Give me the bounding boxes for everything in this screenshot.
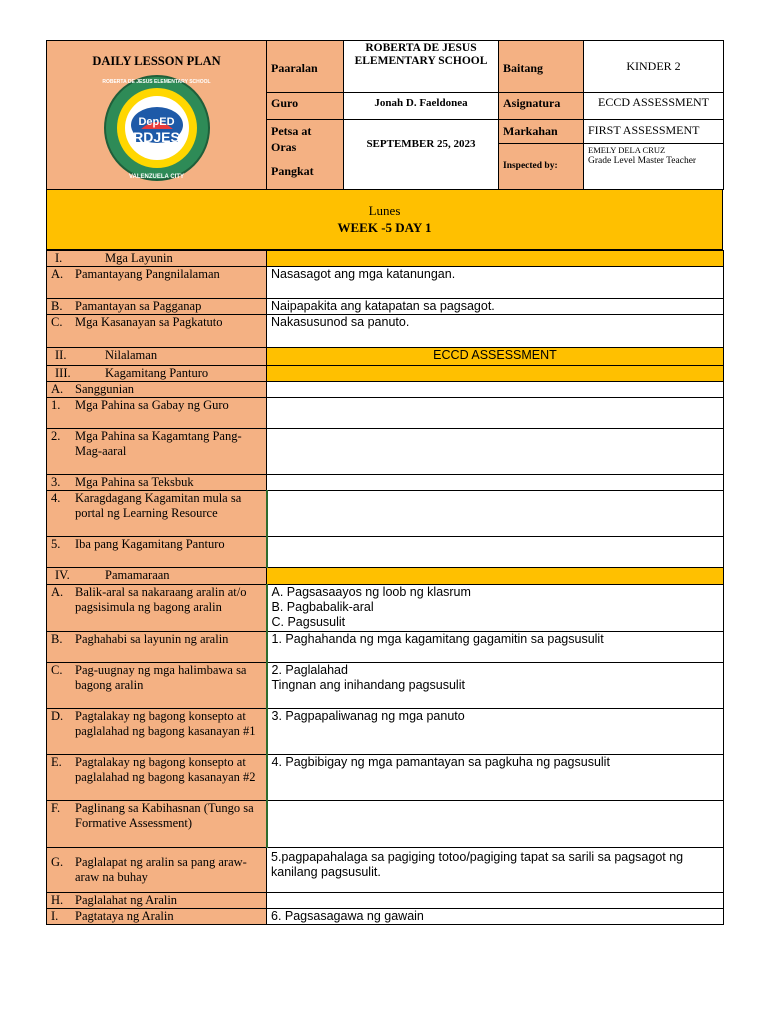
pangkat-label: Pangkat	[271, 163, 314, 178]
section-label: Mga Layunin	[105, 250, 173, 265]
day-banner	[46, 190, 723, 250]
inspector-name: EMELY DELA CRUZ	[588, 144, 666, 155]
logo-rdjes-text: RDJES	[133, 129, 180, 145]
petsa-label: Petsa at Oras	[271, 123, 312, 154]
row-learning-resource: 4. Karagdagang Kagamitan mula sa portal ng Learning Resource	[47, 490, 724, 536]
row-mga-kasanayan: C. Mga Kasanayan sa Pagkatuto Nakasusunod sa panuto.	[47, 314, 724, 347]
paaralan-value: ROBERTA DE JESUS ELEMENTARY SCHOOL	[344, 41, 499, 93]
markahan-label: Markahan	[499, 119, 584, 143]
row-pag-uugnay: C. Pag-uugnay ng mga halimbawa sa bagong aralin 2. Paglalahad Tingnan ang inihandang pagsusulit	[47, 662, 724, 708]
asignatura-value: ECCD ASSESSMENT	[584, 93, 724, 119]
asignatura-label: Asignatura	[499, 93, 584, 119]
row-kagamitang-pang-mag-aaral: 2. Mga Pahina sa Kagamtang Pang-Mag-aaral	[47, 428, 724, 474]
section-nilalaman: II. Nilalaman ECCD ASSESSMENT	[47, 347, 724, 365]
section-layunin: I. Mga Layunin	[47, 250, 724, 266]
inspected-label: Inspected by:	[499, 143, 584, 189]
header-table	[46, 40, 724, 190]
school-logo	[102, 73, 212, 183]
row-pamantayan-sa-pagganap: B. Pamantayan sa Pagganap Naipapakita ang katapatan sa pagsagot.	[47, 298, 724, 314]
guro-label: Guro	[267, 93, 344, 119]
baitang-value: KINDER 2	[584, 41, 724, 93]
baitang-label: Baitang	[499, 41, 584, 93]
inspector-cell	[584, 143, 724, 189]
markahan-value: FIRST ASSESSMENT	[584, 119, 724, 143]
row-paglalahat: H. Paglalahat ng Aralin	[47, 892, 724, 908]
lesson-body-table	[46, 250, 724, 925]
row-pagtalakay-2: E. Pagtalakay ng bagong konsepto at paglalahad ng bagong kasanayan #2 4. Pagbibigay ng mga pamantayan sa pagkuha ng pagsusulit	[47, 754, 724, 800]
petsa-pangkat-cell	[267, 119, 344, 189]
row-pamantayang-pangnilalaman: A. Pamantayang Pangnilalaman Nasasagot ang mga katanungan.	[47, 266, 724, 298]
title-logo-cell	[47, 41, 267, 190]
nilalaman-value: ECCD ASSESSMENT	[267, 347, 724, 365]
logo-bottom-text: VALENZUELA CITY	[129, 174, 184, 180]
logo-top-text: ROBERTA DE JESUS ELEMENTARY SCHOOL	[102, 79, 211, 85]
row-paghahabi: B. Paghahabi sa layunin ng aralin 1. Paghahanda ng mga kagamitang gagamitin sa pagsusulit	[47, 631, 724, 662]
row-pagtalakay-1: D. Pagtalakay ng bagong konsepto at paglalahad ng bagong kasanayan #1 3. Pagpapaliwanag ng mga panuto	[47, 708, 724, 754]
paaralan-label: Paaralan	[267, 41, 344, 93]
inspector-title: Grade Level Master Teacher	[588, 155, 697, 166]
section-kagamitang-panturo: III. Kagamitang Panturo	[47, 365, 724, 381]
doc-title: DAILY LESSON PLAN	[92, 54, 221, 68]
row-pagtataya: I. Pagtataya ng Aralin 6. Pagsasagawa ng gawain	[47, 908, 724, 924]
petsa-value: SEPTEMBER 25, 2023	[344, 119, 499, 189]
row-gabay-ng-guro: 1. Mga Pahina sa Gabay ng Guro	[47, 397, 724, 428]
row-balik-aral: A. Balik-aral sa nakaraang aralin at/o pagsisimula ng bagong aralin A. Pagsasaayos ng loob ng klasrum B. Pagbabalik-aral C. Pagsusulit	[47, 584, 724, 631]
week-day: WEEK -5 DAY 1	[337, 220, 432, 236]
row-paglalapat: G. Paglalapat ng aralin sa pang araw-araw na buhay 5.pagpapahalaga sa pagiging totoo/pagiging tapat sa sarili sa pagsagot ng kanilang pagsusulit.	[47, 847, 724, 892]
row-iba-pang-kagamitan: 5. Iba pang Kagamitang Panturo	[47, 536, 724, 567]
section-pamamaraan: IV. Pamamaraan	[47, 567, 724, 584]
lesson-plan-page	[46, 40, 723, 925]
row-paglinang: F. Paglinang sa Kabihasnan (Tungo sa Formative Assessment)	[47, 800, 724, 847]
logo-deped-text: DepED	[138, 116, 175, 128]
guro-value: Jonah D. Faeldonea	[344, 93, 499, 119]
row-sanggunian: A. Sanggunian	[47, 381, 724, 397]
day-name: Lunes	[368, 203, 401, 219]
row-teksbuk: 3. Mga Pahina sa Teksbuk	[47, 474, 724, 490]
